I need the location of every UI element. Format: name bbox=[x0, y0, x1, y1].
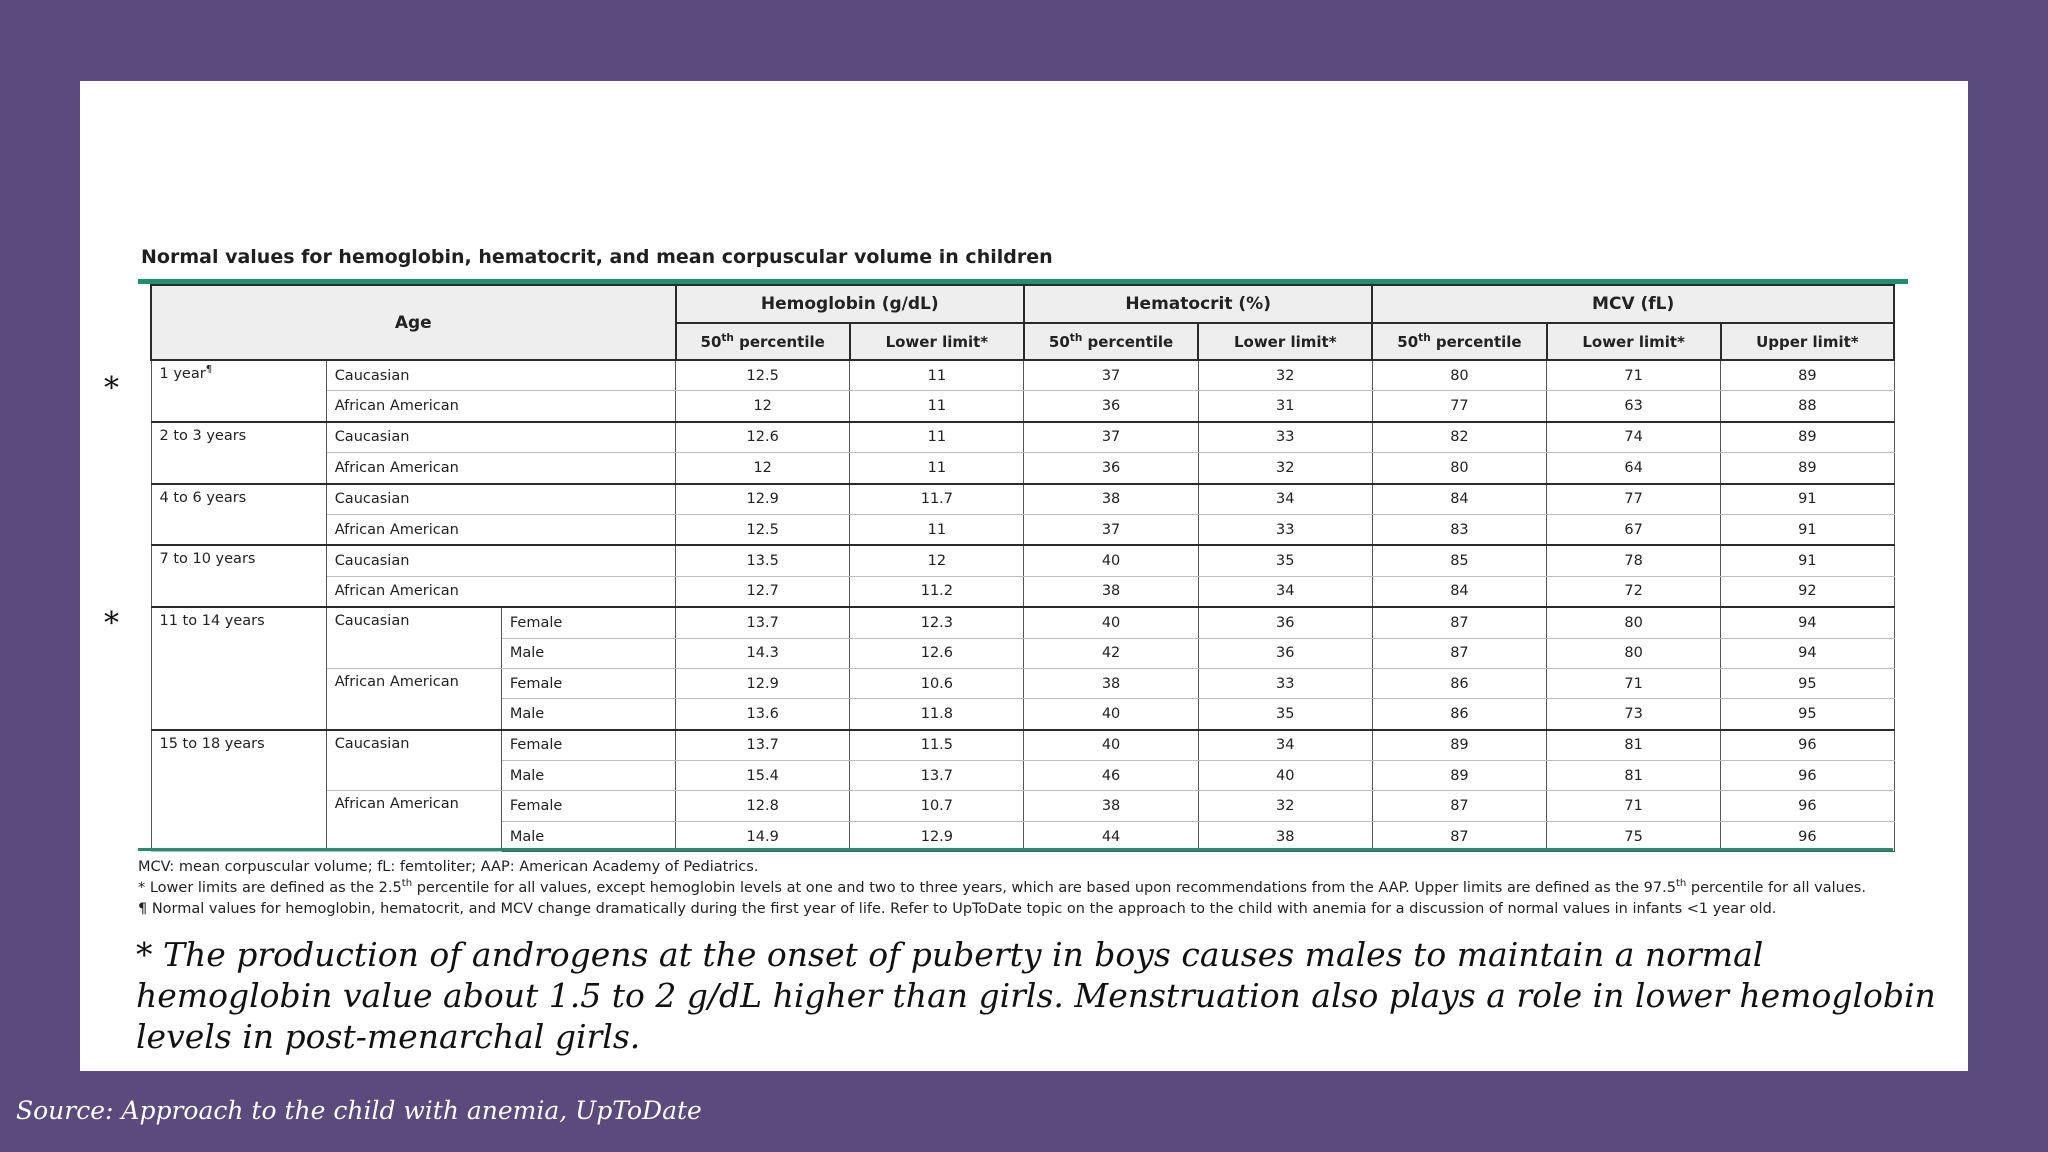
race-cell: African American bbox=[326, 576, 675, 607]
hb-50th-cell: 13.6 bbox=[676, 699, 850, 730]
header-mcv-50th: 50th percentile bbox=[1372, 323, 1546, 360]
hb-lower-cell: 11.8 bbox=[850, 699, 1024, 730]
hb-50th-cell: 12.6 bbox=[676, 422, 850, 453]
hct-lower-cell: 35 bbox=[1198, 699, 1372, 730]
mcv-upper-cell: 91 bbox=[1721, 484, 1894, 515]
race-cell: Caucasian bbox=[326, 545, 675, 576]
mcv-upper-cell: 89 bbox=[1721, 360, 1894, 391]
hb-lower-cell: 11.5 bbox=[850, 730, 1024, 761]
hct-lower-cell: 34 bbox=[1198, 730, 1372, 761]
hb-50th-cell: 15.4 bbox=[676, 761, 850, 791]
table-row bbox=[151, 791, 1894, 821]
mcv-upper-cell: 96 bbox=[1721, 791, 1894, 821]
race-cell: Caucasian bbox=[326, 484, 675, 515]
table-row bbox=[151, 484, 1894, 515]
mcv-lower-cell: 80 bbox=[1547, 638, 1721, 668]
table-bottom-rule bbox=[138, 848, 1893, 851]
mcv-50th-cell: 89 bbox=[1372, 730, 1546, 761]
mcv-50th-cell: 89 bbox=[1372, 761, 1546, 791]
table-row bbox=[151, 545, 1894, 576]
header-hb-lower: Lower limit* bbox=[850, 323, 1024, 360]
sex-cell: Female bbox=[501, 791, 675, 821]
sex-cell: Female bbox=[501, 668, 675, 698]
mcv-upper-cell: 91 bbox=[1721, 514, 1894, 545]
hb-lower-cell: 11 bbox=[850, 514, 1024, 545]
mcv-lower-cell: 73 bbox=[1547, 699, 1721, 730]
mcv-upper-cell: 94 bbox=[1721, 638, 1894, 668]
hct-lower-cell: 35 bbox=[1198, 545, 1372, 576]
mcv-upper-cell: 95 bbox=[1721, 699, 1894, 730]
table-row bbox=[151, 607, 1894, 638]
hb-50th-cell: 13.7 bbox=[676, 607, 850, 638]
mcv-50th-cell: 84 bbox=[1372, 484, 1546, 515]
hb-lower-cell: 12.6 bbox=[850, 638, 1024, 668]
asterisk-marker-1-year: * bbox=[104, 371, 119, 406]
mcv-lower-cell: 74 bbox=[1547, 422, 1721, 453]
hct-50th-cell: 40 bbox=[1024, 545, 1198, 576]
mcv-upper-cell: 96 bbox=[1721, 761, 1894, 791]
header-mcv-upper: Upper limit* bbox=[1721, 323, 1894, 360]
mcv-50th-cell: 87 bbox=[1372, 821, 1546, 851]
table-row bbox=[151, 422, 1894, 453]
hct-50th-cell: 37 bbox=[1024, 360, 1198, 391]
table-row bbox=[151, 360, 1894, 391]
header-hematocrit: Hematocrit (%) bbox=[1024, 285, 1372, 323]
age-cell: 11 to 14 years bbox=[151, 607, 326, 730]
hct-lower-cell: 33 bbox=[1198, 422, 1372, 453]
hct-50th-cell: 44 bbox=[1024, 821, 1198, 851]
mcv-50th-cell: 86 bbox=[1372, 699, 1546, 730]
mcv-50th-cell: 80 bbox=[1372, 453, 1546, 484]
mcv-lower-cell: 67 bbox=[1547, 514, 1721, 545]
hb-lower-cell: 11 bbox=[850, 391, 1024, 422]
table-row bbox=[151, 453, 1894, 484]
hb-lower-cell: 10.7 bbox=[850, 791, 1024, 821]
mcv-50th-cell: 85 bbox=[1372, 545, 1546, 576]
mcv-upper-cell: 96 bbox=[1721, 821, 1894, 851]
sex-cell: Female bbox=[501, 607, 675, 638]
hb-50th-cell: 14.3 bbox=[676, 638, 850, 668]
hct-50th-cell: 46 bbox=[1024, 761, 1198, 791]
mcv-lower-cell: 64 bbox=[1547, 453, 1721, 484]
race-cell: African American bbox=[326, 453, 675, 484]
mcv-50th-cell: 77 bbox=[1372, 391, 1546, 422]
hct-lower-cell: 33 bbox=[1198, 668, 1372, 698]
table-row bbox=[151, 668, 1894, 698]
mcv-lower-cell: 63 bbox=[1547, 391, 1721, 422]
mcv-lower-cell: 81 bbox=[1547, 730, 1721, 761]
mcv-50th-cell: 87 bbox=[1372, 791, 1546, 821]
hb-50th-cell: 12.5 bbox=[676, 514, 850, 545]
mcv-50th-cell: 87 bbox=[1372, 607, 1546, 638]
hct-50th-cell: 37 bbox=[1024, 422, 1198, 453]
slide-content bbox=[80, 81, 1968, 1071]
hb-lower-cell: 11 bbox=[850, 453, 1024, 484]
mcv-upper-cell: 92 bbox=[1721, 576, 1894, 607]
hb-50th-cell: 13.5 bbox=[676, 545, 850, 576]
age-cell: 15 to 18 years bbox=[151, 730, 326, 852]
mcv-upper-cell: 94 bbox=[1721, 607, 1894, 638]
hct-lower-cell: 34 bbox=[1198, 484, 1372, 515]
hb-50th-cell: 12.9 bbox=[676, 668, 850, 698]
mcv-lower-cell: 78 bbox=[1547, 545, 1721, 576]
sex-cell: Male bbox=[501, 699, 675, 730]
mcv-upper-cell: 89 bbox=[1721, 453, 1894, 484]
mcv-lower-cell: 80 bbox=[1547, 607, 1721, 638]
race-cell: African American bbox=[326, 391, 675, 422]
sex-cell: Female bbox=[501, 730, 675, 761]
mcv-50th-cell: 82 bbox=[1372, 422, 1546, 453]
header-hemoglobin: Hemoglobin (g/dL) bbox=[676, 285, 1024, 323]
header-mcv-lower: Lower limit* bbox=[1547, 323, 1721, 360]
age-cell: 7 to 10 years bbox=[151, 545, 326, 607]
hb-50th-cell: 12.9 bbox=[676, 484, 850, 515]
hct-lower-cell: 38 bbox=[1198, 821, 1372, 851]
hct-50th-cell: 36 bbox=[1024, 453, 1198, 484]
hct-50th-cell: 37 bbox=[1024, 514, 1198, 545]
mcv-lower-cell: 77 bbox=[1547, 484, 1721, 515]
table-row bbox=[151, 391, 1894, 422]
header-mcv: MCV (fL) bbox=[1372, 285, 1894, 323]
hb-lower-cell: 12.9 bbox=[850, 821, 1024, 851]
hb-lower-cell: 12.3 bbox=[850, 607, 1024, 638]
hct-lower-cell: 31 bbox=[1198, 391, 1372, 422]
hb-50th-cell: 13.7 bbox=[676, 730, 850, 761]
hct-50th-cell: 38 bbox=[1024, 484, 1198, 515]
race-cell: Caucasian bbox=[326, 360, 675, 391]
race-cell: Caucasian bbox=[326, 730, 501, 791]
sex-cell: Male bbox=[501, 761, 675, 791]
mcv-lower-cell: 71 bbox=[1547, 791, 1721, 821]
hct-lower-cell: 40 bbox=[1198, 761, 1372, 791]
race-cell: Caucasian bbox=[326, 607, 501, 668]
hb-50th-cell: 12.7 bbox=[676, 576, 850, 607]
mcv-upper-cell: 96 bbox=[1721, 730, 1894, 761]
hemoglobin-table bbox=[150, 284, 1895, 852]
hb-lower-cell: 11 bbox=[850, 422, 1024, 453]
hct-50th-cell: 40 bbox=[1024, 607, 1198, 638]
hb-50th-cell: 14.9 bbox=[676, 821, 850, 851]
header-hct-50th: 50th percentile bbox=[1024, 323, 1198, 360]
hb-50th-cell: 12 bbox=[676, 391, 850, 422]
mcv-upper-cell: 88 bbox=[1721, 391, 1894, 422]
age-cell: 4 to 6 years bbox=[151, 484, 326, 546]
hb-50th-cell: 12.8 bbox=[676, 791, 850, 821]
hct-50th-cell: 40 bbox=[1024, 730, 1198, 761]
hct-lower-cell: 36 bbox=[1198, 638, 1372, 668]
age-cell: 1 year¶ bbox=[151, 360, 326, 422]
race-cell: Caucasian bbox=[326, 422, 675, 453]
mcv-lower-cell: 81 bbox=[1547, 761, 1721, 791]
hct-50th-cell: 38 bbox=[1024, 791, 1198, 821]
hb-lower-cell: 11.7 bbox=[850, 484, 1024, 515]
hct-lower-cell: 32 bbox=[1198, 360, 1372, 391]
table-row bbox=[151, 730, 1894, 761]
mcv-50th-cell: 87 bbox=[1372, 638, 1546, 668]
race-cell: African American bbox=[326, 668, 501, 729]
header-hct-lower: Lower limit* bbox=[1198, 323, 1372, 360]
hct-lower-cell: 32 bbox=[1198, 453, 1372, 484]
sex-cell: Male bbox=[501, 821, 675, 851]
hct-50th-cell: 38 bbox=[1024, 576, 1198, 607]
hb-50th-cell: 12 bbox=[676, 453, 850, 484]
race-cell: African American bbox=[326, 791, 501, 852]
table-title: Normal values for hemoglobin, hematocrit, and mean corpuscular volume in children bbox=[141, 246, 1053, 268]
hct-50th-cell: 40 bbox=[1024, 699, 1198, 730]
table-row bbox=[151, 576, 1894, 607]
table-row bbox=[151, 514, 1894, 545]
header-hb-50th: 50th percentile bbox=[676, 323, 850, 360]
mcv-lower-cell: 75 bbox=[1547, 821, 1721, 851]
hb-lower-cell: 11.2 bbox=[850, 576, 1024, 607]
androgen-note: * The production of androgens at the onset of puberty in boys causes males to maintain a normal hemoglobin value about 1.5 to 2 g/dL higher than girls. Menstruation also plays a role in lower hemoglobin levels in post-menarchal girls. bbox=[136, 935, 1936, 1056]
mcv-lower-cell: 72 bbox=[1547, 576, 1721, 607]
hb-lower-cell: 12 bbox=[850, 545, 1024, 576]
mcv-lower-cell: 71 bbox=[1547, 360, 1721, 391]
header-age: Age bbox=[151, 285, 676, 360]
hct-50th-cell: 42 bbox=[1024, 638, 1198, 668]
hct-lower-cell: 34 bbox=[1198, 576, 1372, 607]
mcv-lower-cell: 71 bbox=[1547, 668, 1721, 698]
sex-cell: Male bbox=[501, 638, 675, 668]
hct-lower-cell: 32 bbox=[1198, 791, 1372, 821]
mcv-50th-cell: 84 bbox=[1372, 576, 1546, 607]
mcv-upper-cell: 91 bbox=[1721, 545, 1894, 576]
hb-50th-cell: 12.5 bbox=[676, 360, 850, 391]
race-cell: African American bbox=[326, 514, 675, 545]
hb-lower-cell: 10.6 bbox=[850, 668, 1024, 698]
asterisk-marker-11-to-14: * bbox=[104, 606, 119, 641]
mcv-upper-cell: 95 bbox=[1721, 668, 1894, 698]
age-cell: 2 to 3 years bbox=[151, 422, 326, 484]
mcv-upper-cell: 89 bbox=[1721, 422, 1894, 453]
hct-50th-cell: 36 bbox=[1024, 391, 1198, 422]
footnote-normal-values: ¶ Normal values for hemoglobin, hematocrit, and MCV change dramatically during the first year of life. Refer to UpToDate topic on the approach to the child with anemia for a discussion of normal values in infants <1 year old. bbox=[138, 901, 1777, 917]
mcv-50th-cell: 83 bbox=[1372, 514, 1546, 545]
hb-lower-cell: 13.7 bbox=[850, 761, 1024, 791]
mcv-50th-cell: 80 bbox=[1372, 360, 1546, 391]
footnote-abbreviations: MCV: mean corpuscular volume; fL: femtoliter; AAP: American Academy of Pediatrics. bbox=[138, 859, 759, 875]
footnote-lower-limits: * Lower limits are defined as the 2.5th percentile for all values, except hemoglobin levels at one and two to three years, which are based upon recommendations from the AAP. Upper limits are defined as the 97.5th percentile for all values. bbox=[138, 878, 1866, 896]
source-citation: Source: Approach to the child with anemia, UpToDate bbox=[16, 1096, 702, 1125]
hb-lower-cell: 11 bbox=[850, 360, 1024, 391]
hct-lower-cell: 33 bbox=[1198, 514, 1372, 545]
mcv-50th-cell: 86 bbox=[1372, 668, 1546, 698]
hct-lower-cell: 36 bbox=[1198, 607, 1372, 638]
hct-50th-cell: 38 bbox=[1024, 668, 1198, 698]
